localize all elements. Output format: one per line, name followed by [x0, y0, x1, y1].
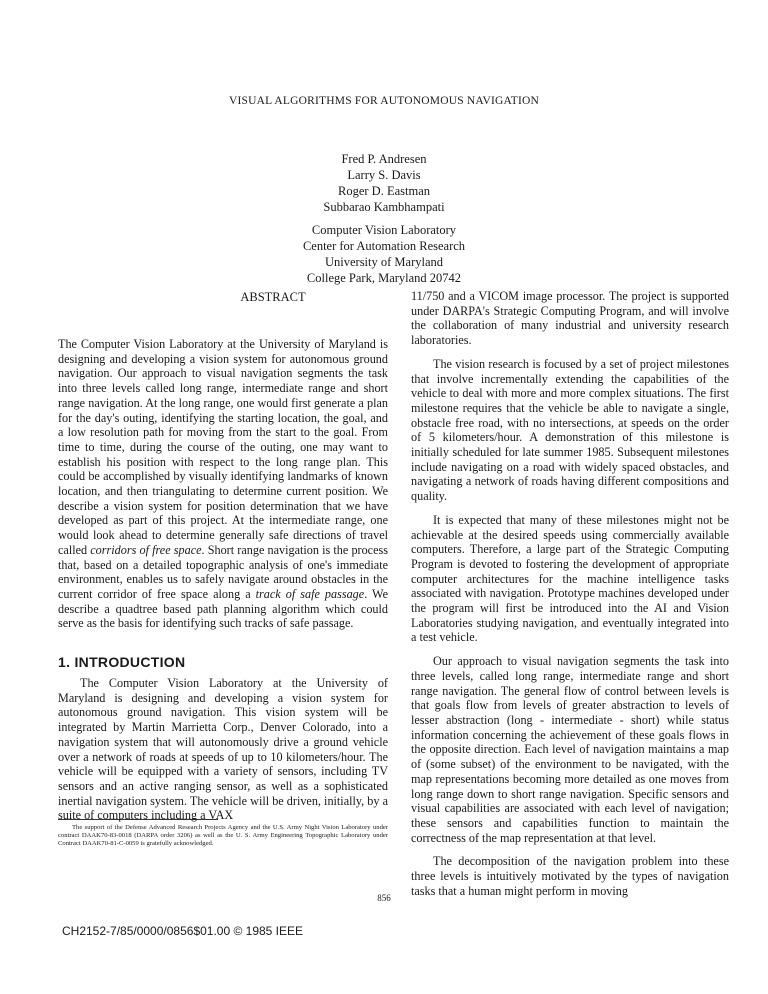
body-paragraph: It is expected that many of these milestones might not be achievable at the desired speeds using commercially available computers. Therefore, a large part of the Strategic Computing Program is devoted to fostering the development of appropriate computer architectures for the machine intelligence tasks associated with navigation. Prototype machines developed under the program will first be introduced into the AI and Vision Laboratories studying navigation, and eventually integrated into a test vehicle.: [411, 512, 729, 645]
body-paragraph: 11/750 and a VICOM image processor. The project is supported under DARPA's Strategic Computing Program, and will involve the collaboration of many industrial and university research laboratories.: [411, 289, 729, 348]
right-column: [411, 289, 729, 898]
copyright-line: CH2152-7/85/0000/0856$01.00 © 1985 IEEE: [62, 924, 304, 938]
abstract-emphasis: track of safe passage: [255, 586, 365, 601]
abstract-text: The Computer Vision Laboratory at the University of Maryland is designing and developing a vision system for autonomous ground navigation. Our approach to visual navigation segments the task into three levels called long range, intermediate range and short range navigation. At the long range, one would first generate a plan for the day's outing, identifying the starting location, the goal, and a low resolution path for moving from the start to the goal. From time to time, during the course of the outing, one may want to establish his position with respect to the long range plan. This could be accomplished by visually identifying landmarks of known location, and then triangulating to determine current position. We describe a vision system for position determination that we have developed as part of this project. At the intermediate range, one would look ahead to determine generally safe directions of travel called: [58, 337, 388, 557]
introduction-body: [58, 676, 388, 823]
affiliation-line: University of Maryland: [324, 255, 444, 269]
affiliation-line: Center for Automation Research: [302, 239, 466, 253]
author-name: Fred P. Andresen: [341, 152, 427, 166]
affiliation-line: College Park, Maryland 20742: [306, 271, 462, 285]
author-name: Subbarao Kambhampati: [323, 200, 445, 214]
abstract-emphasis: corridors of free space: [90, 542, 202, 557]
body-paragraph: The vision research is focused by a set of project milestones that involve incrementally extending the capabilities of the vehicle to deal with more and more complex situations. The first milestone requires that the vehicle be able to navigate a single, obstacle free road, with no intersections, at speeds on the order of 5 kilometers/hour. A demonstration of this milestone is initially scheduled for late summer 1985. Subsequent milestones include navigating on a road with widely spaced obstacles, and navigating a network of roads having different compositions and quality.: [411, 356, 729, 504]
footnote-text: The support of the Defense Advanced Research Projects Agency and the U.S. Army Night Vision Laboratory under contract DAAK70-83-0018 (DARPA order 3206) as well as the U. S. Army Engineering Topographic Laboratory under Contract DAAK70-81-C-0059 is gratefully acknowledged.: [58, 824, 388, 848]
body-paragraph: Our approach to visual navigation segments the task into three levels, called long range, intermediate range and short range navigation. The general flow of control between levels is that goals flow from levels of greater abstraction to levels of lesser abstraction (long - intermediate - short) while status information concerning the achievement of these goals flows in the opposite direction. Each level of navigation maintains a map of (some subset) of the environment to be navigated, with the map representations becoming more detailed as one moves from long range down to short range navigation. Specific sensors and visual capabilities are associated with each level of navigation; these sensors and capabilities function to maintain the correctness of the map representation at that level.: [411, 654, 729, 845]
abstract-text: . We describe a quadtree based path planning algorithm which could serve as the basis for identifying such tracks of safe passage.: [58, 586, 388, 631]
affiliation-block: [0, 222, 768, 286]
footnote: [58, 824, 388, 849]
abstract-text: . Short range navigation is the process that, based on a detailed topographic analysis of one's immediate environment, enables us to safely navigate around obstacles in the current corridor of free space along a: [58, 542, 388, 601]
affiliation-line: Computer Vision Laboratory: [311, 223, 457, 237]
abstract-body: [58, 337, 388, 631]
introduction-paragraph: The Computer Vision Laboratory at the University of Maryland is designing and developing a vision system for autonomous ground navigation. This vision system will be integrated by Martin Marrietta Corp., Denver Colorado, into a navigation system that will autonomously drive a ground vehicle over a network of roads at speeds of up to 10 kilometers/hour. The vehicle will be equipped with a variety of sensors, including TV sensors and an active ranging sensor, as well as a sophisticated inertial navigation system. The vehicle will be driven, initially, by a suite of computers including a VAX: [58, 676, 388, 823]
footnote-divider: [58, 819, 218, 820]
author-name: Larry S. Davis: [347, 168, 421, 182]
page-number: 856: [377, 893, 391, 903]
author-list: [0, 151, 768, 215]
section-heading-introduction: 1. INTRODUCTION: [58, 654, 186, 670]
paper-title: VISUAL ALGORITHMS FOR AUTONOMOUS NAVIGATION: [229, 95, 539, 107]
abstract-paragraph: [58, 337, 388, 631]
abstract-heading: ABSTRACT: [240, 290, 306, 304]
author-name: Roger D. Eastman: [338, 184, 430, 198]
body-paragraph: The decomposition of the navigation problem into these three levels is intuitively motivated by the types of navigation tasks that a human might perform in moving: [411, 854, 729, 898]
